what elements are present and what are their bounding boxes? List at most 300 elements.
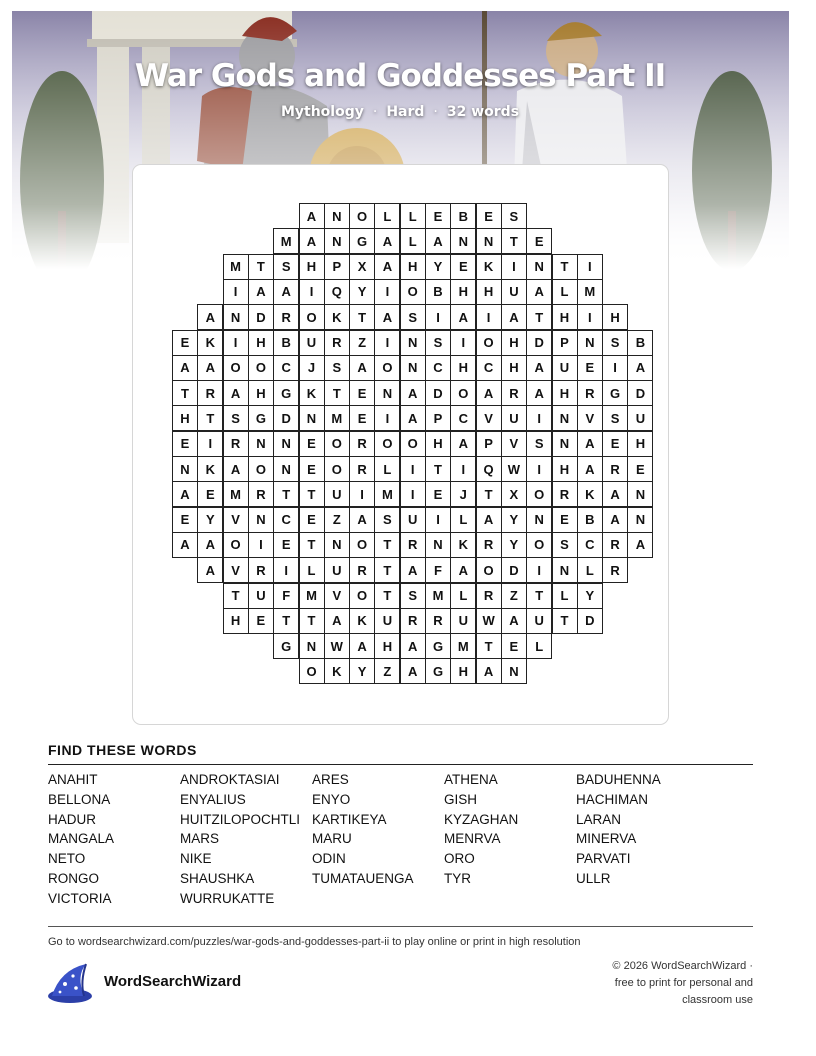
grid-cell: K <box>324 304 350 330</box>
grid-cell: T <box>526 583 552 609</box>
grid-cell: T <box>349 304 375 330</box>
grid-cell: G <box>425 633 451 659</box>
grid-cell: T <box>526 304 552 330</box>
grid-cell: A <box>172 355 198 381</box>
grid-cell: H <box>450 658 476 684</box>
grid-cell: A <box>476 507 502 533</box>
grid-cell: E <box>476 203 502 229</box>
grid-cell: Z <box>374 658 400 684</box>
grid-cell: I <box>450 456 476 482</box>
grid-cell: N <box>627 481 653 507</box>
grid-cell: A <box>602 481 628 507</box>
grid-cell: R <box>602 557 628 583</box>
grid-cell: K <box>450 532 476 558</box>
grid-cell: N <box>223 304 249 330</box>
grid-cell: O <box>248 355 274 381</box>
grid-cell: V <box>324 583 350 609</box>
grid-cell: U <box>324 557 350 583</box>
grid-cell: O <box>526 481 552 507</box>
grid-cell: E <box>172 431 198 457</box>
grid-cell: H <box>450 279 476 305</box>
grid-cell: K <box>349 608 375 634</box>
grid-cell: C <box>476 355 502 381</box>
grid-cell: T <box>476 633 502 659</box>
grid-cell: R <box>425 608 451 634</box>
grid-cell: L <box>299 557 325 583</box>
grid-cell: T <box>273 608 299 634</box>
grid-cell: E <box>450 254 476 280</box>
word-list-heading: FIND THESE WORDS <box>48 742 197 758</box>
grid-cell: E <box>627 456 653 482</box>
grid-cell: A <box>299 203 325 229</box>
grid-cell: E <box>552 507 578 533</box>
word-list-item: KARTIKEYA <box>312 811 387 827</box>
grid-cell: G <box>248 405 274 431</box>
grid-cell: T <box>172 380 198 406</box>
grid-cell: E <box>273 532 299 558</box>
copyright-line: free to print for personal and <box>614 977 753 989</box>
grid-cell: I <box>526 557 552 583</box>
grid-cell: L <box>577 557 603 583</box>
grid-cell: O <box>248 456 274 482</box>
grid-cell: N <box>324 203 350 229</box>
grid-cell: I <box>223 279 249 305</box>
grid-cell: N <box>450 228 476 254</box>
grid-cell: U <box>324 481 350 507</box>
footer-url-text: Go to wordsearchwizard.com/puzzles/war-gods-and-goddesses-part-ii to play online or print in high resolution <box>48 936 581 948</box>
grid-cell: N <box>501 658 527 684</box>
grid-cell: T <box>248 254 274 280</box>
word-list-item: ENYALIUS <box>180 791 246 807</box>
grid-cell: L <box>374 456 400 482</box>
grid-cell: O <box>299 304 325 330</box>
grid-cell: T <box>501 228 527 254</box>
grid-cell: A <box>577 431 603 457</box>
grid-cell: N <box>324 228 350 254</box>
grid-cell: E <box>577 355 603 381</box>
word-list-item: ENYO <box>312 791 351 807</box>
word-list-item: GISH <box>444 791 478 807</box>
grid-cell: M <box>577 279 603 305</box>
grid-cell: R <box>552 481 578 507</box>
divider <box>48 926 753 927</box>
grid-cell: E <box>299 431 325 457</box>
word-list-item: KYZAGHAN <box>444 811 519 827</box>
grid-cell: D <box>627 380 653 406</box>
grid-cell: Z <box>324 507 350 533</box>
grid-cell: A <box>223 380 249 406</box>
grid-cell: A <box>577 456 603 482</box>
grid-cell: R <box>602 456 628 482</box>
grid-cell: S <box>552 532 578 558</box>
grid-cell: T <box>425 456 451 482</box>
grid-cell: K <box>324 658 350 684</box>
grid-cell: O <box>400 279 426 305</box>
grid-cell: C <box>577 532 603 558</box>
grid-cell: O <box>400 431 426 457</box>
grid-cell: N <box>552 557 578 583</box>
grid-cell: A <box>197 355 223 381</box>
grid-cell: H <box>374 633 400 659</box>
grid-cell: L <box>552 583 578 609</box>
grid-cell: U <box>374 608 400 634</box>
word-list-item: ANDROKTASIAI <box>180 772 280 787</box>
grid-cell: C <box>425 355 451 381</box>
grid-cell: S <box>273 254 299 280</box>
grid-cell: M <box>273 228 299 254</box>
grid-cell: Y <box>501 507 527 533</box>
grid-cell: N <box>526 507 552 533</box>
grid-cell: H <box>501 355 527 381</box>
grid-cell: H <box>223 608 249 634</box>
grid-cell: L <box>400 228 426 254</box>
grid-cell: N <box>577 330 603 356</box>
grid-cell: I <box>374 330 400 356</box>
grid-cell: O <box>223 355 249 381</box>
grid-cell: I <box>223 330 249 356</box>
grid-cell: T <box>299 481 325 507</box>
grid-cell: N <box>476 228 502 254</box>
grid-cell: A <box>476 380 502 406</box>
grid-cell: T <box>552 608 578 634</box>
grid-cell: T <box>374 557 400 583</box>
grid-cell: H <box>602 304 628 330</box>
word-list-item: ATHENA <box>444 772 498 787</box>
grid-cell: I <box>476 304 502 330</box>
grid-cell: T <box>374 532 400 558</box>
grid-cell: A <box>248 279 274 305</box>
grid-cell: I <box>602 355 628 381</box>
grid-cell: S <box>526 431 552 457</box>
word-list-item: HUITZILOPOCHTLI <box>180 811 301 827</box>
grid-cell: E <box>501 633 527 659</box>
grid-cell: N <box>273 431 299 457</box>
grid-cell: V <box>577 405 603 431</box>
grid-cell: E <box>248 608 274 634</box>
grid-cell: N <box>374 380 400 406</box>
grid-cell: O <box>526 532 552 558</box>
grid-cell: H <box>476 279 502 305</box>
grid-cell: R <box>273 304 299 330</box>
grid-cell: I <box>450 330 476 356</box>
difficulty-label: Hard <box>386 104 425 120</box>
word-list-item: MARS <box>180 831 220 847</box>
grid-cell: A <box>400 557 426 583</box>
grid-cell: X <box>501 481 527 507</box>
grid-cell: H <box>552 304 578 330</box>
grid-cell: H <box>552 380 578 406</box>
grid-cell: O <box>374 355 400 381</box>
grid-cell: C <box>273 507 299 533</box>
grid-cell: N <box>425 532 451 558</box>
grid-cell: A <box>172 481 198 507</box>
grid-cell: N <box>273 456 299 482</box>
word-list-item: WURRUKATTE <box>180 890 275 906</box>
grid-cell: I <box>425 304 451 330</box>
grid-cell: N <box>248 507 274 533</box>
grid-cell: A <box>400 405 426 431</box>
copyright-line: © 2026 WordSearchWizard · <box>612 960 753 972</box>
grid-cell: V <box>501 431 527 457</box>
grid-cell: A <box>172 532 198 558</box>
grid-cell: A <box>400 633 426 659</box>
grid-cell: T <box>299 532 325 558</box>
grid-cell: A <box>627 532 653 558</box>
grid-cell: E <box>299 456 325 482</box>
grid-cell: A <box>425 228 451 254</box>
word-list-item: TYR <box>444 871 471 886</box>
grid-cell: O <box>349 583 375 609</box>
grid-cell: H <box>400 254 426 280</box>
grid-cell: R <box>349 557 375 583</box>
grid-cell: A <box>627 355 653 381</box>
word-list-item: MARU <box>312 831 352 847</box>
grid-cell: I <box>577 304 603 330</box>
word-list-item: ARES <box>312 772 349 787</box>
word-list-item: NIKE <box>180 851 212 867</box>
word-list-item: MINERVA <box>576 831 637 847</box>
grid-cell: R <box>602 532 628 558</box>
grid-cell: Y <box>349 658 375 684</box>
grid-cell: A <box>602 507 628 533</box>
grid-cell: Q <box>324 279 350 305</box>
copyright-line: classroom use <box>682 994 753 1006</box>
grid-cell: M <box>223 254 249 280</box>
grid-cell: N <box>400 355 426 381</box>
grid-cell: A <box>374 254 400 280</box>
grid-cell: S <box>602 330 628 356</box>
grid-cell: I <box>299 279 325 305</box>
grid-cell: I <box>349 481 375 507</box>
grid-cell: J <box>299 355 325 381</box>
grid-cell: R <box>349 456 375 482</box>
grid-cell: C <box>273 355 299 381</box>
word-list-item: HADUR <box>48 811 97 827</box>
grid-cell: K <box>299 380 325 406</box>
grid-cell: R <box>223 431 249 457</box>
grid-cell: U <box>450 608 476 634</box>
grid-cell: I <box>526 456 552 482</box>
grid-cell: D <box>526 330 552 356</box>
grid-cell: X <box>349 254 375 280</box>
grid-cell: A <box>374 228 400 254</box>
grid-cell: D <box>425 380 451 406</box>
grid-cell: H <box>627 431 653 457</box>
grid-cell: R <box>400 608 426 634</box>
grid-cell: K <box>577 481 603 507</box>
grid-cell: W <box>501 456 527 482</box>
grid-cell: L <box>450 507 476 533</box>
word-list-item: PARVATI <box>576 851 631 867</box>
grid-cell: N <box>172 456 198 482</box>
word-list-item: SHAUSHKA <box>180 871 255 886</box>
grid-cell: M <box>324 405 350 431</box>
grid-cell: I <box>374 405 400 431</box>
grid-cell: G <box>273 380 299 406</box>
grid-cell: H <box>299 254 325 280</box>
grid-cell: G <box>349 228 375 254</box>
grid-cell: A <box>400 380 426 406</box>
grid-cell: A <box>526 279 552 305</box>
page-title: War Gods and Goddesses Part II <box>134 58 666 94</box>
grid-cell: H <box>172 405 198 431</box>
word-list-item: TUMATAUENGA <box>312 871 414 886</box>
grid-cell: L <box>552 279 578 305</box>
grid-cell: U <box>400 507 426 533</box>
grid-cell: A <box>476 658 502 684</box>
grid-cell: A <box>400 658 426 684</box>
grid-cell: T <box>552 254 578 280</box>
wizard-hat-icon <box>46 962 94 1009</box>
grid-cell: O <box>476 557 502 583</box>
grid-cell: I <box>273 557 299 583</box>
grid-cell: U <box>248 583 274 609</box>
grid-cell: O <box>349 532 375 558</box>
grid-cell: G <box>273 633 299 659</box>
grid-cell: N <box>299 405 325 431</box>
category-label: Mythology <box>280 104 364 120</box>
grid-cell: T <box>299 608 325 634</box>
grid-cell: Y <box>425 254 451 280</box>
grid-cell: E <box>172 330 198 356</box>
grid-cell: R <box>501 380 527 406</box>
grid-cell: P <box>425 405 451 431</box>
word-list-item: NETO <box>48 851 86 867</box>
grid-cell: Q <box>476 456 502 482</box>
grid-cell: I <box>197 431 223 457</box>
grid-cell: F <box>273 583 299 609</box>
grid-cell: H <box>501 330 527 356</box>
grid-cell: N <box>248 431 274 457</box>
grid-cell: I <box>374 279 400 305</box>
grid-cell: A <box>450 304 476 330</box>
grid-cell: V <box>223 507 249 533</box>
grid-cell: Y <box>501 532 527 558</box>
grid-cell: R <box>349 431 375 457</box>
grid-cell: V <box>476 405 502 431</box>
grid-cell: V <box>223 557 249 583</box>
grid-cell: M <box>450 633 476 659</box>
word-list-item: ORO <box>444 851 475 867</box>
grid-cell: A <box>349 633 375 659</box>
grid-cell: O <box>450 380 476 406</box>
grid-cell: R <box>324 330 350 356</box>
grid-cell: E <box>349 380 375 406</box>
grid-cell: A <box>526 380 552 406</box>
grid-cell: M <box>374 481 400 507</box>
grid-cell: I <box>400 456 426 482</box>
word-list-item: RONGO <box>48 871 100 886</box>
grid-cell: U <box>552 355 578 381</box>
grid-cell: I <box>248 532 274 558</box>
brand-name: WordSearchWizard <box>104 973 242 990</box>
grid-cell: O <box>374 431 400 457</box>
grid-cell: A <box>349 507 375 533</box>
word-list-item: BELLONA <box>48 791 111 807</box>
grid-cell: D <box>248 304 274 330</box>
grid-cell: R <box>248 557 274 583</box>
word-list-item: LARAN <box>576 811 622 827</box>
word-list-item: HACHIMAN <box>576 791 649 807</box>
grid-cell: I <box>425 507 451 533</box>
grid-cell: A <box>450 431 476 457</box>
grid-cell: O <box>476 330 502 356</box>
grid-cell: E <box>425 481 451 507</box>
grid-cell: O <box>324 456 350 482</box>
grid-cell: C <box>450 405 476 431</box>
grid-cell: T <box>324 380 350 406</box>
grid-cell: Y <box>349 279 375 305</box>
word-list-item: ANAHIT <box>48 772 98 787</box>
grid-cell: G <box>425 658 451 684</box>
grid-cell: W <box>476 608 502 634</box>
grid-cell: I <box>501 254 527 280</box>
grid-cell: A <box>299 228 325 254</box>
grid-cell: Z <box>349 330 375 356</box>
grid-cell: I <box>400 481 426 507</box>
grid-cell: I <box>526 405 552 431</box>
grid-cell: B <box>627 330 653 356</box>
grid-cell: H <box>450 355 476 381</box>
grid-cell: R <box>400 532 426 558</box>
grid-cell: K <box>197 456 223 482</box>
grid-cell: A <box>501 608 527 634</box>
grid-cell: B <box>425 279 451 305</box>
grid-cell: N <box>552 405 578 431</box>
grid-cell: S <box>602 405 628 431</box>
grid-cell: G <box>602 380 628 406</box>
grid-cell: E <box>172 507 198 533</box>
grid-cell: A <box>197 557 223 583</box>
grid-cell: S <box>501 203 527 229</box>
puzzle-meta: Mythology · Hard · 32 words <box>280 104 520 120</box>
word-list-item: ODIN <box>312 851 346 867</box>
grid-cell: A <box>197 304 223 330</box>
grid-cell: I <box>577 254 603 280</box>
grid-cell: T <box>374 583 400 609</box>
divider <box>48 764 753 765</box>
grid-cell: P <box>552 330 578 356</box>
grid-cell: U <box>501 279 527 305</box>
grid-cell: E <box>526 228 552 254</box>
grid-cell: H <box>425 431 451 457</box>
grid-cell: L <box>450 583 476 609</box>
grid-cell: Y <box>577 583 603 609</box>
grid-cell: A <box>374 304 400 330</box>
grid-cell: B <box>273 330 299 356</box>
grid-cell: T <box>476 481 502 507</box>
word-count-label: 32 words <box>446 104 520 120</box>
grid-cell: O <box>349 203 375 229</box>
grid-cell: R <box>476 532 502 558</box>
grid-cell: E <box>602 431 628 457</box>
grid-cell: N <box>299 633 325 659</box>
grid-cell: N <box>627 507 653 533</box>
grid-cell: E <box>197 481 223 507</box>
grid-cell: T <box>223 583 249 609</box>
grid-cell: Z <box>501 583 527 609</box>
grid-cell: R <box>248 481 274 507</box>
grid-cell: A <box>450 557 476 583</box>
grid-cell: A <box>324 608 350 634</box>
grid-cell: S <box>324 355 350 381</box>
grid-cell: E <box>299 507 325 533</box>
grid-cell: N <box>552 431 578 457</box>
grid-cell: U <box>501 405 527 431</box>
grid-cell: A <box>526 355 552 381</box>
grid-cell: N <box>526 254 552 280</box>
grid-cell: H <box>248 330 274 356</box>
